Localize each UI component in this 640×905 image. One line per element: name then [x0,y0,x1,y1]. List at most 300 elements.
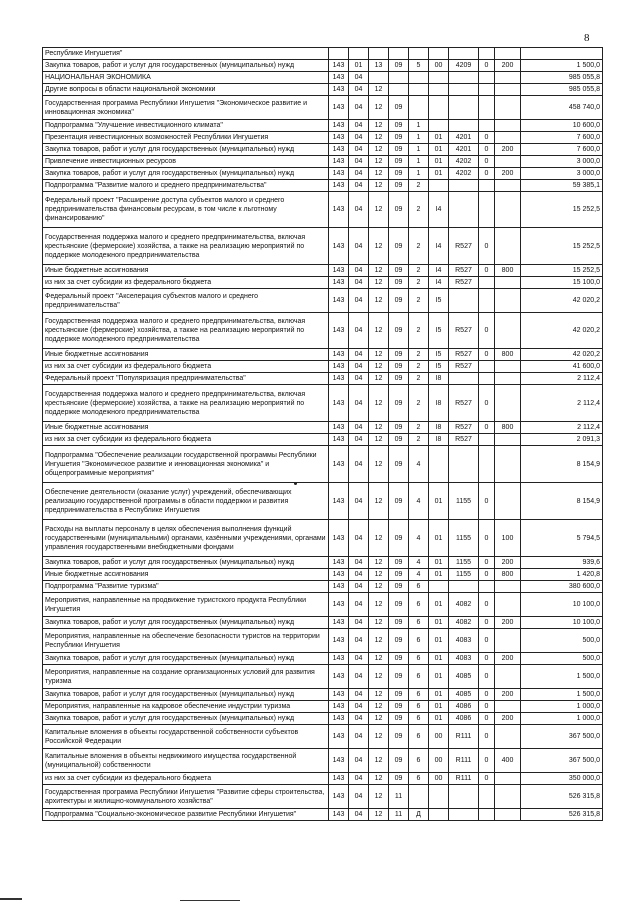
code-cell: 0 [479,713,495,725]
amount-cell: 1 500,0 [521,665,603,689]
code-cell [429,120,449,132]
code-cell: 12 [369,192,389,228]
table-row [43,132,603,144]
code-cell [449,180,479,192]
code-cell [449,581,479,593]
row-name: Иные бюджетные ассигнования [43,349,329,361]
code-cell [449,120,479,132]
code-cell: 04 [349,192,369,228]
code-cell: 04 [349,653,369,665]
code-cell: 0 [479,593,495,617]
code-cell: 143 [329,689,349,701]
code-cell: 2 [409,434,429,446]
code-cell: R111 [449,725,479,749]
row-name: из них за счет субсидии из федерального бюджета [43,773,329,785]
code-cell [479,120,495,132]
code-cell: 01 [429,557,449,569]
amount-cell: 1 500,0 [521,689,603,701]
code-cell: 143 [329,653,349,665]
code-cell: 143 [329,422,349,434]
code-cell [429,180,449,192]
row-name: Подпрограмма "Социально-экономическое развитие Республики Ингушетия" [43,809,329,821]
code-cell [409,48,429,60]
code-cell: R527 [449,265,479,277]
scan-edge-line [180,900,240,901]
code-cell: 6 [409,773,429,785]
code-cell [495,277,521,289]
table-row [43,422,603,434]
code-cell [429,785,449,809]
code-cell: 6 [409,713,429,725]
code-cell [495,228,521,265]
code-cell: 12 [369,653,389,665]
table-row [43,725,603,749]
code-cell: 04 [349,725,369,749]
row-name: Иные бюджетные ассигнования [43,265,329,277]
amount-cell: 42 020,2 [521,349,603,361]
code-cell: 09 [389,373,409,385]
code-cell: 12 [369,168,389,180]
code-cell: 143 [329,593,349,617]
code-cell: 09 [389,665,409,689]
table-row [43,809,603,821]
code-cell: 09 [389,422,409,434]
code-cell: 0 [479,653,495,665]
code-cell [479,192,495,228]
amount-cell: 367 500,0 [521,725,603,749]
code-cell: 04 [349,446,369,483]
code-cell: 12 [369,665,389,689]
code-cell [409,72,429,84]
code-cell: 11 [389,809,409,821]
code-cell: 09 [389,192,409,228]
table-row [43,434,603,446]
code-cell [449,289,479,313]
code-cell: 200 [495,653,521,665]
code-cell [495,72,521,84]
code-cell: 2 [409,228,429,265]
code-cell: 01 [429,653,449,665]
row-name: Закупка товаров, работ и услуг для государственных (муниципальных) нужд [43,60,329,72]
code-cell: 12 [369,132,389,144]
code-cell [429,96,449,120]
table-row [43,520,603,557]
code-cell: 4209 [449,60,479,72]
code-cell: I8 [429,434,449,446]
row-name: Федеральный проект "Расширение доступа субъектов малого и среднего предпринимательства финансовым ресурсам, в том числе к льготному финансированию" [43,192,329,228]
code-cell: 09 [389,96,409,120]
table-row [43,617,603,629]
row-name: Государственная поддержка малого и среднего предпринимательства, включая крестьянские (фермерские) хозяйства, а также на реализацию мероприятий по поддержке молодежного предпринимательства [43,313,329,349]
amount-cell: 10 100,0 [521,617,603,629]
code-cell [495,132,521,144]
code-cell: 01 [429,629,449,653]
code-cell: 12 [369,96,389,120]
code-cell: 09 [389,617,409,629]
row-name: Закупка товаров, работ и услуг для государственных (муниципальных) нужд [43,557,329,569]
code-cell: I5 [429,289,449,313]
code-cell [329,48,349,60]
amount-cell: 41 600,0 [521,361,603,373]
code-cell [429,809,449,821]
code-cell: 0 [479,749,495,773]
code-cell [495,701,521,713]
budget-table [42,47,603,821]
code-cell: 1 [409,132,429,144]
code-cell: 09 [389,265,409,277]
table-row [43,228,603,265]
code-cell: 143 [329,289,349,313]
code-cell: 143 [329,84,349,96]
code-cell: R111 [449,749,479,773]
code-cell [495,483,521,520]
code-cell: 12 [369,277,389,289]
code-cell [479,96,495,120]
code-cell: 4 [409,557,429,569]
code-cell: 09 [389,725,409,749]
code-cell: I5 [429,313,449,349]
code-cell: 4202 [449,168,479,180]
code-cell: 1 [409,168,429,180]
code-cell [495,581,521,593]
row-name: Другие вопросы в области национальной экономики [43,84,329,96]
code-cell: 143 [329,192,349,228]
code-cell: 12 [369,785,389,809]
code-cell: 04 [349,96,369,120]
code-cell: R527 [449,434,479,446]
code-cell [409,785,429,809]
code-cell [495,289,521,313]
code-cell [449,48,479,60]
code-cell: 4 [409,446,429,483]
code-cell: 04 [349,132,369,144]
code-cell: 143 [329,701,349,713]
code-cell: 04 [349,593,369,617]
code-cell: 143 [329,434,349,446]
code-cell: 0 [479,313,495,349]
code-cell: 04 [349,689,369,701]
code-cell: 12 [369,773,389,785]
code-cell: 4082 [449,593,479,617]
code-cell: 04 [349,180,369,192]
code-cell: 0 [479,168,495,180]
code-cell: 09 [389,289,409,313]
table-row [43,629,603,653]
code-cell: 143 [329,144,349,156]
code-cell: 143 [329,156,349,168]
code-cell: 01 [429,689,449,701]
code-cell: 01 [429,520,449,557]
amount-cell: 500,0 [521,653,603,665]
table-row [43,72,603,84]
code-cell [389,48,409,60]
row-name: Государственная поддержка малого и среднего предпринимательства, включая крестьянские (фермерские) хозяйства, а также на реализацию мероприятий по поддержке молодежного предпринимательства [43,385,329,422]
code-cell: 04 [349,168,369,180]
code-cell: 2 [409,313,429,349]
code-cell: 12 [369,156,389,168]
code-cell: 12 [369,361,389,373]
code-cell: 143 [329,96,349,120]
code-cell: 12 [369,313,389,349]
code-cell: 143 [329,180,349,192]
row-name: Мероприятия, направленные на кадровое обеспечение индустрии туризма [43,701,329,713]
code-cell [429,84,449,96]
table-row [43,156,603,168]
code-cell: 04 [349,277,369,289]
code-cell: 04 [349,373,369,385]
table-row [43,120,603,132]
code-cell: 143 [329,749,349,773]
code-cell: 09 [389,228,409,265]
code-cell: 0 [479,422,495,434]
code-cell: 04 [349,773,369,785]
table-row [43,361,603,373]
code-cell: 09 [389,483,409,520]
row-name: Подпрограмма "Развитие малого и среднего предпринимательства" [43,180,329,192]
code-cell [479,180,495,192]
row-name: Мероприятия, направленные на создание организационных условий для развития туризма [43,665,329,689]
code-cell: 04 [349,785,369,809]
code-cell: 0 [479,701,495,713]
code-cell: Д [409,809,429,821]
code-cell: 12 [369,84,389,96]
code-cell: 12 [369,228,389,265]
code-cell: 143 [329,228,349,265]
table-row [43,689,603,701]
table-row [43,289,603,313]
code-cell: 4 [409,569,429,581]
code-cell: 0 [479,156,495,168]
code-cell: 0 [479,349,495,361]
amount-cell: 3 000,0 [521,156,603,168]
code-cell: 200 [495,144,521,156]
code-cell [479,289,495,313]
code-cell: I4 [429,192,449,228]
amount-cell: 7 600,0 [521,144,603,156]
code-cell: 400 [495,749,521,773]
code-cell: 1155 [449,483,479,520]
row-name: Мероприятия, направленные на продвижение туристского продукта Республики Ингушетия [43,593,329,617]
code-cell: R527 [449,349,479,361]
code-cell: 04 [349,228,369,265]
code-cell [449,373,479,385]
code-cell: 12 [369,617,389,629]
code-cell: 143 [329,809,349,821]
amount-cell: 15 252,5 [521,265,603,277]
code-cell [449,96,479,120]
code-cell: 12 [369,373,389,385]
row-name: из них за счет субсидии из федерального бюджета [43,361,329,373]
amount-cell: 367 500,0 [521,749,603,773]
code-cell [449,84,479,96]
code-cell: 6 [409,725,429,749]
amount-cell: 526 315,8 [521,809,603,821]
amount-cell [521,48,603,60]
code-cell: 12 [369,265,389,277]
code-cell: 143 [329,629,349,653]
amount-cell: 985 055,8 [521,72,603,84]
code-cell: 09 [389,361,409,373]
code-cell: 04 [349,629,369,653]
code-cell: 04 [349,385,369,422]
code-cell: 12 [369,434,389,446]
code-cell: 800 [495,422,521,434]
code-cell: 800 [495,265,521,277]
code-cell [495,361,521,373]
code-cell [479,48,495,60]
table-row [43,60,603,72]
code-cell: 09 [389,168,409,180]
code-cell [479,785,495,809]
code-cell: 143 [329,132,349,144]
code-cell: 200 [495,617,521,629]
code-cell: 4201 [449,132,479,144]
scan-speck [294,482,297,485]
code-cell: 6 [409,653,429,665]
code-cell [409,96,429,120]
code-cell [495,313,521,349]
table-row [43,557,603,569]
table-row [43,593,603,617]
amount-cell: 350 000,0 [521,773,603,785]
code-cell: 1 [409,120,429,132]
table-row [43,653,603,665]
amount-cell: 42 020,2 [521,289,603,313]
code-cell [369,72,389,84]
code-cell: 0 [479,483,495,520]
code-cell [369,48,389,60]
amount-cell: 1 420,8 [521,569,603,581]
row-name: Государственная поддержка малого и среднего предпринимательства, включая крестьянские (фермерские) хозяйства, а также на реализацию мероприятий по поддержке молодежного предпринимательства [43,228,329,265]
code-cell: 01 [429,483,449,520]
code-cell: 09 [389,701,409,713]
code-cell: 04 [349,144,369,156]
code-cell: 143 [329,361,349,373]
code-cell: 09 [389,557,409,569]
code-cell: 0 [479,144,495,156]
code-cell: 143 [329,446,349,483]
code-cell: 143 [329,785,349,809]
code-cell: 6 [409,701,429,713]
table-row [43,581,603,593]
code-cell: 4 [409,520,429,557]
code-cell: 12 [369,520,389,557]
code-cell: 4 [409,483,429,520]
code-cell: 2 [409,349,429,361]
code-cell [495,96,521,120]
row-name: Государственная программа Республики Ингушетия "Развитие сферы строительства, архитектуры и жилищно-коммунального хозяйства" [43,785,329,809]
code-cell: 143 [329,713,349,725]
code-cell [479,446,495,483]
code-cell: 200 [495,689,521,701]
table-row [43,665,603,689]
code-cell: 00 [429,725,449,749]
code-cell: 12 [369,557,389,569]
code-cell: 04 [349,701,369,713]
code-cell: 0 [479,629,495,653]
amount-cell: 8 154,9 [521,483,603,520]
code-cell: 04 [349,422,369,434]
row-name: Федеральный проект "Акселерация субъектов малого и среднего предпринимательства" [43,289,329,313]
code-cell: 12 [369,446,389,483]
code-cell: I4 [429,277,449,289]
table-row [43,192,603,228]
table-row [43,168,603,180]
amount-cell: 1 000,0 [521,701,603,713]
code-cell: 04 [349,156,369,168]
code-cell: 800 [495,349,521,361]
code-cell [495,373,521,385]
code-cell: 01 [429,665,449,689]
code-cell: 1155 [449,569,479,581]
code-cell: 143 [329,60,349,72]
code-cell [449,809,479,821]
code-cell: 09 [389,277,409,289]
code-cell: 200 [495,713,521,725]
code-cell [495,48,521,60]
code-cell: 12 [369,385,389,422]
code-cell: 04 [349,289,369,313]
code-cell: 4202 [449,156,479,168]
code-cell [409,84,429,96]
code-cell [495,773,521,785]
amount-cell: 2 112,4 [521,422,603,434]
code-cell: 12 [369,809,389,821]
row-name: Закупка товаров, работ и услуг для государственных (муниципальных) нужд [43,168,329,180]
code-cell [429,72,449,84]
code-cell [495,446,521,483]
code-cell: 09 [389,156,409,168]
code-cell [495,665,521,689]
row-name: Капитальные вложения в объекты недвижимого имущества государственной (муниципальной) собственности [43,749,329,773]
code-cell: 143 [329,385,349,422]
code-cell [495,120,521,132]
code-cell: 2 [409,385,429,422]
code-cell [495,156,521,168]
code-cell: 143 [329,313,349,349]
code-cell: 04 [349,520,369,557]
amount-cell: 42 020,2 [521,313,603,349]
code-cell: R527 [449,313,479,349]
code-cell: 09 [389,629,409,653]
code-cell: 4083 [449,629,479,653]
code-cell: 143 [329,725,349,749]
code-cell: 0 [479,725,495,749]
code-cell: 00 [429,773,449,785]
code-cell: 04 [349,569,369,581]
code-cell: 09 [389,581,409,593]
amount-cell: 526 315,8 [521,785,603,809]
code-cell: 09 [389,446,409,483]
code-cell: 04 [349,434,369,446]
code-cell: 0 [479,60,495,72]
row-name: Расходы на выплаты персоналу в целях обеспечения выполнения функций государственными (муниципальными) органами, казёнными учреждениями, органами управления государственными внебюджетными фондами [43,520,329,557]
code-cell: 6 [409,581,429,593]
code-cell: 12 [369,422,389,434]
code-cell: I4 [429,228,449,265]
code-cell: 2 [409,422,429,434]
code-cell: 200 [495,557,521,569]
code-cell [479,434,495,446]
code-cell: 04 [349,749,369,773]
code-cell: 01 [429,168,449,180]
code-cell: 143 [329,773,349,785]
code-cell [495,434,521,446]
code-cell: 00 [429,60,449,72]
code-cell: 09 [389,773,409,785]
code-cell: I8 [429,422,449,434]
code-cell [495,593,521,617]
